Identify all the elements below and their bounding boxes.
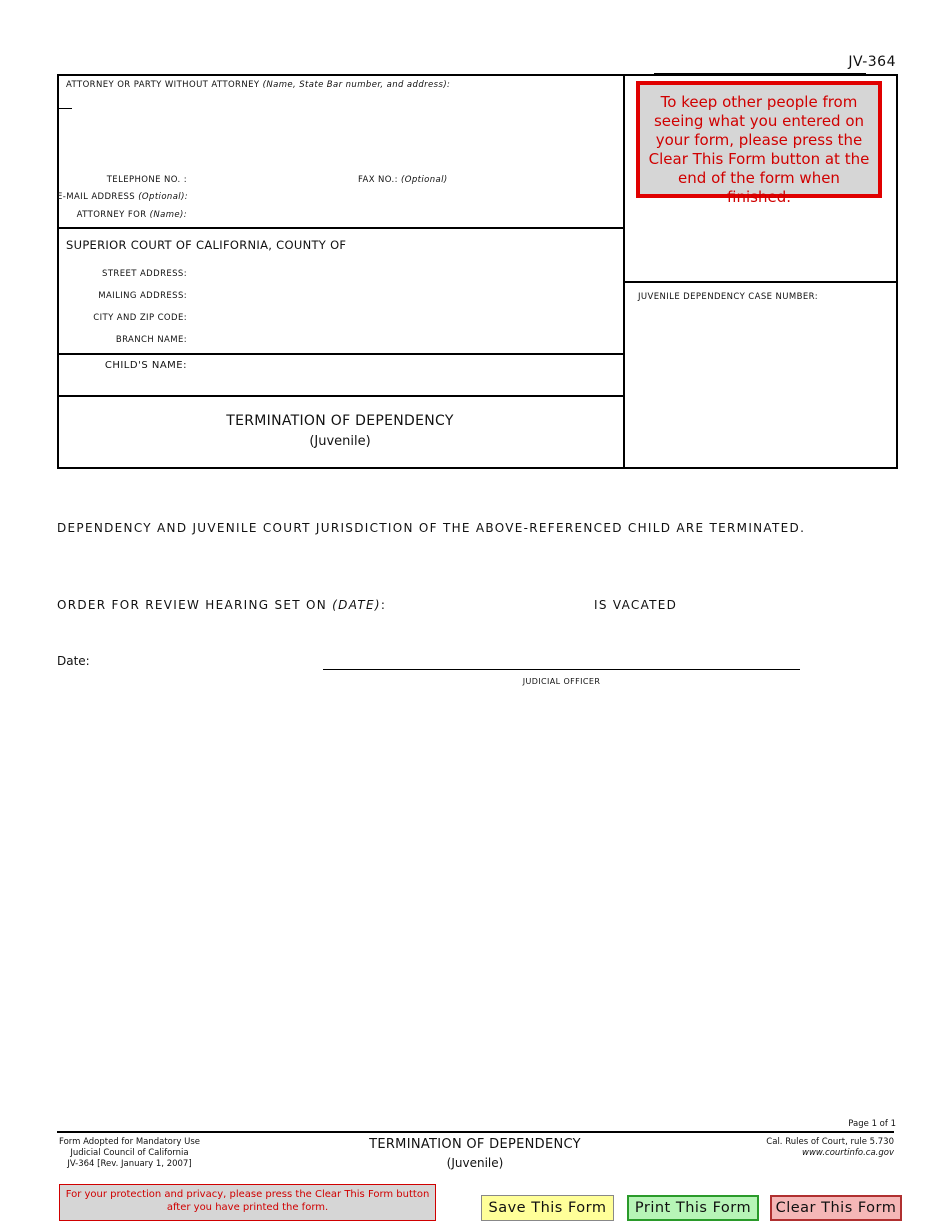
clear-form-button[interactable]: Clear This Form <box>770 1195 902 1221</box>
form-subtitle: (Juvenile) <box>309 434 371 449</box>
footer-subtitle: (Juvenile) <box>446 1156 504 1170</box>
footer-adopted: Form Adopted for Mandatory Use <box>59 1137 200 1147</box>
caption-divider <box>623 74 625 467</box>
telephone-label: TELEPHONE NO. : <box>106 175 187 185</box>
judicial-officer-label: JUDICIAL OFFICER <box>522 677 601 686</box>
footer-website[interactable]: www.courtinfo.ca.gov <box>802 1148 894 1158</box>
review-hearing-label: ORDER FOR REVIEW HEARING SET ON (DATE): <box>57 598 387 612</box>
form-title: TERMINATION OF DEPENDENCY <box>226 413 454 429</box>
footer-rule <box>57 1131 894 1133</box>
privacy-notice: To keep other people from seeing what you entered on your form, please press the Clear This Form button at the end of the form when finished. <box>636 81 882 198</box>
vacated-label: IS VACATED <box>594 598 678 612</box>
termination-statement: DEPENDENCY AND JUVENILE COURT JURISDICTION OF THE ABOVE-REFERENCED CHILD ARE TERMINATED. <box>57 521 806 535</box>
divider-court <box>57 353 625 355</box>
attorney-field-mark <box>58 108 72 109</box>
footer-rules: Cal. Rules of Court, rule 5.730 <box>766 1137 894 1147</box>
print-form-button[interactable]: Print This Form <box>627 1195 759 1221</box>
email-label: E-MAIL ADDRESS (Optional): <box>57 192 189 202</box>
attorney-label: ATTORNEY OR PARTY WITHOUT ATTORNEY (Name, State Bar number, and address): <box>66 80 451 90</box>
page-number: Page 1 of 1 <box>848 1119 896 1129</box>
footer-council: Judicial Council of California <box>70 1148 189 1158</box>
court-label: SUPERIOR COURT OF CALIFORNIA, COUNTY OF <box>66 238 347 252</box>
mailing-label: MAILING ADDRESS: <box>98 291 187 301</box>
footer-privacy-notice: For your protection and privacy, please press the Clear This Form button after you have printed the form. <box>59 1184 436 1221</box>
city-zip-label: CITY AND ZIP CODE: <box>93 313 187 323</box>
divider-case <box>623 281 896 283</box>
divider-child <box>57 395 625 397</box>
footer-revision: JV-364 [Rev. January 1, 2007] <box>67 1159 192 1169</box>
signature-line <box>323 669 800 670</box>
divider-attorney <box>57 227 625 229</box>
footer-title: TERMINATION OF DEPENDENCY <box>369 1137 581 1152</box>
child-name-label: CHILD'S NAME: <box>104 360 187 371</box>
save-form-button[interactable]: Save This Form <box>481 1195 614 1221</box>
attorney-for-label: ATTORNEY FOR (Name): <box>76 210 187 220</box>
branch-label: BRANCH NAME: <box>115 335 187 345</box>
date-label: Date: <box>57 654 90 668</box>
form-number: JV-364 <box>848 54 896 70</box>
street-label: STREET ADDRESS: <box>102 269 187 279</box>
case-number-label: JUVENILE DEPENDENCY CASE NUMBER: <box>638 292 818 302</box>
fax-label: FAX NO.: (Optional) <box>358 175 448 185</box>
